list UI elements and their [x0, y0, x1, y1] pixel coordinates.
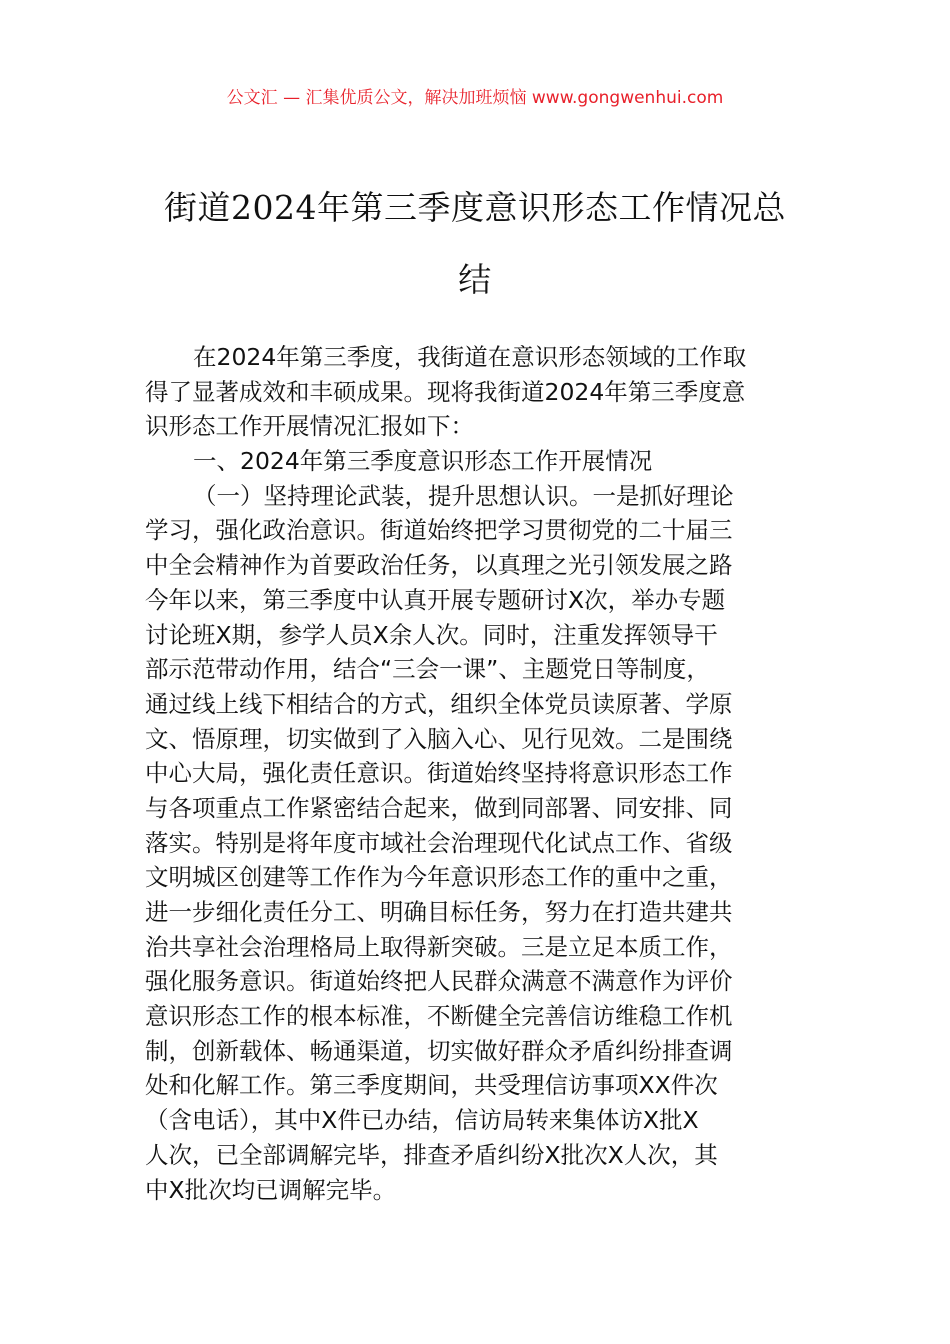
body-line: 通过线上线下相结合的方式，组织全体党员读原著、学原 — [145, 689, 733, 718]
body-line: 文明城区创建等工作作为今年意识形态工作的重中之重， — [145, 863, 733, 892]
body-line: 落实。特别是将年度市域社会治理现代化试点工作、省级 — [145, 828, 733, 857]
body-line: （一）坚持理论武装，提升思想认识。一是抓好理论 — [193, 481, 734, 510]
document-title — [140, 172, 810, 316]
body-line: 今年以来，第三季度中认真开展专题研讨X次，举办专题 — [145, 585, 726, 614]
body-line: （含电话），其中X件已办结，信访局转来集体访X批X — [145, 1106, 699, 1135]
body-line: 治共享社会治理格局上取得新突破。三是立足本质工作， — [145, 932, 733, 961]
body-line: 讨论班X期，参学人员X余人次。同时，注重发挥领导干 — [145, 620, 718, 649]
body-line: 得了显著成效和丰硕成果。现将我街道2024年第三季度意 — [145, 377, 746, 406]
site-banner[interactable]: 公文汇 — 汇集优质公文，解决加班烦恼 www.gongwenhui.com — [226, 88, 724, 108]
title-line: 街道2024年第三季度意识形态工作情况总 — [164, 188, 786, 227]
body-line: 识形态工作开展情况汇报如下： — [145, 412, 474, 441]
body-line: 进一步细化责任分工、明确目标任务，努力在打造共建共 — [145, 898, 733, 926]
section-heading: 一、2024年第三季度意识形态工作开展情况 — [193, 447, 653, 476]
body-line: 中全会精神作为首要政治任务，以真理之光引领发展之路 — [145, 551, 733, 580]
body-line: 人次，已全部调解完毕，排查矛盾纠纷X批次X人次，其 — [145, 1140, 718, 1169]
title-line: 结 — [458, 260, 492, 299]
document-body — [145, 340, 809, 1207]
body-line: 中X批次均已调解完毕。 — [145, 1175, 397, 1204]
body-line: 部示范带动作用，结合“三会一课”、主题党日等制度， — [145, 655, 710, 684]
body-line: 与各项重点工作紧密结合起来，做到同部署、同安排、同 — [145, 793, 733, 822]
body-line: 处和化解工作。第三季度期间，共受理信访事项XX件次 — [145, 1071, 718, 1100]
body-line: 在2024年第三季度，我街道在意识形态领域的工作取 — [193, 343, 747, 371]
body-line: 意识形态工作的根本标准，不断健全完善信访维稳工作机 — [145, 1002, 733, 1031]
body-line: 中心大局，强化责任意识。街道始终坚持将意识形态工作 — [145, 759, 733, 788]
body-line: 制，创新载体、畅通渠道，切实做好群众矛盾纠纷排查调 — [145, 1036, 733, 1065]
body-line: 学习，强化政治意识。街道始终把学习贯彻党的二十届三 — [145, 516, 733, 545]
body-line: 文、悟原理，切实做到了入脑入心、见行见效。二是围绕 — [145, 724, 733, 753]
body-line: 强化服务意识。街道始终把人民群众满意不满意作为评价 — [145, 967, 733, 996]
